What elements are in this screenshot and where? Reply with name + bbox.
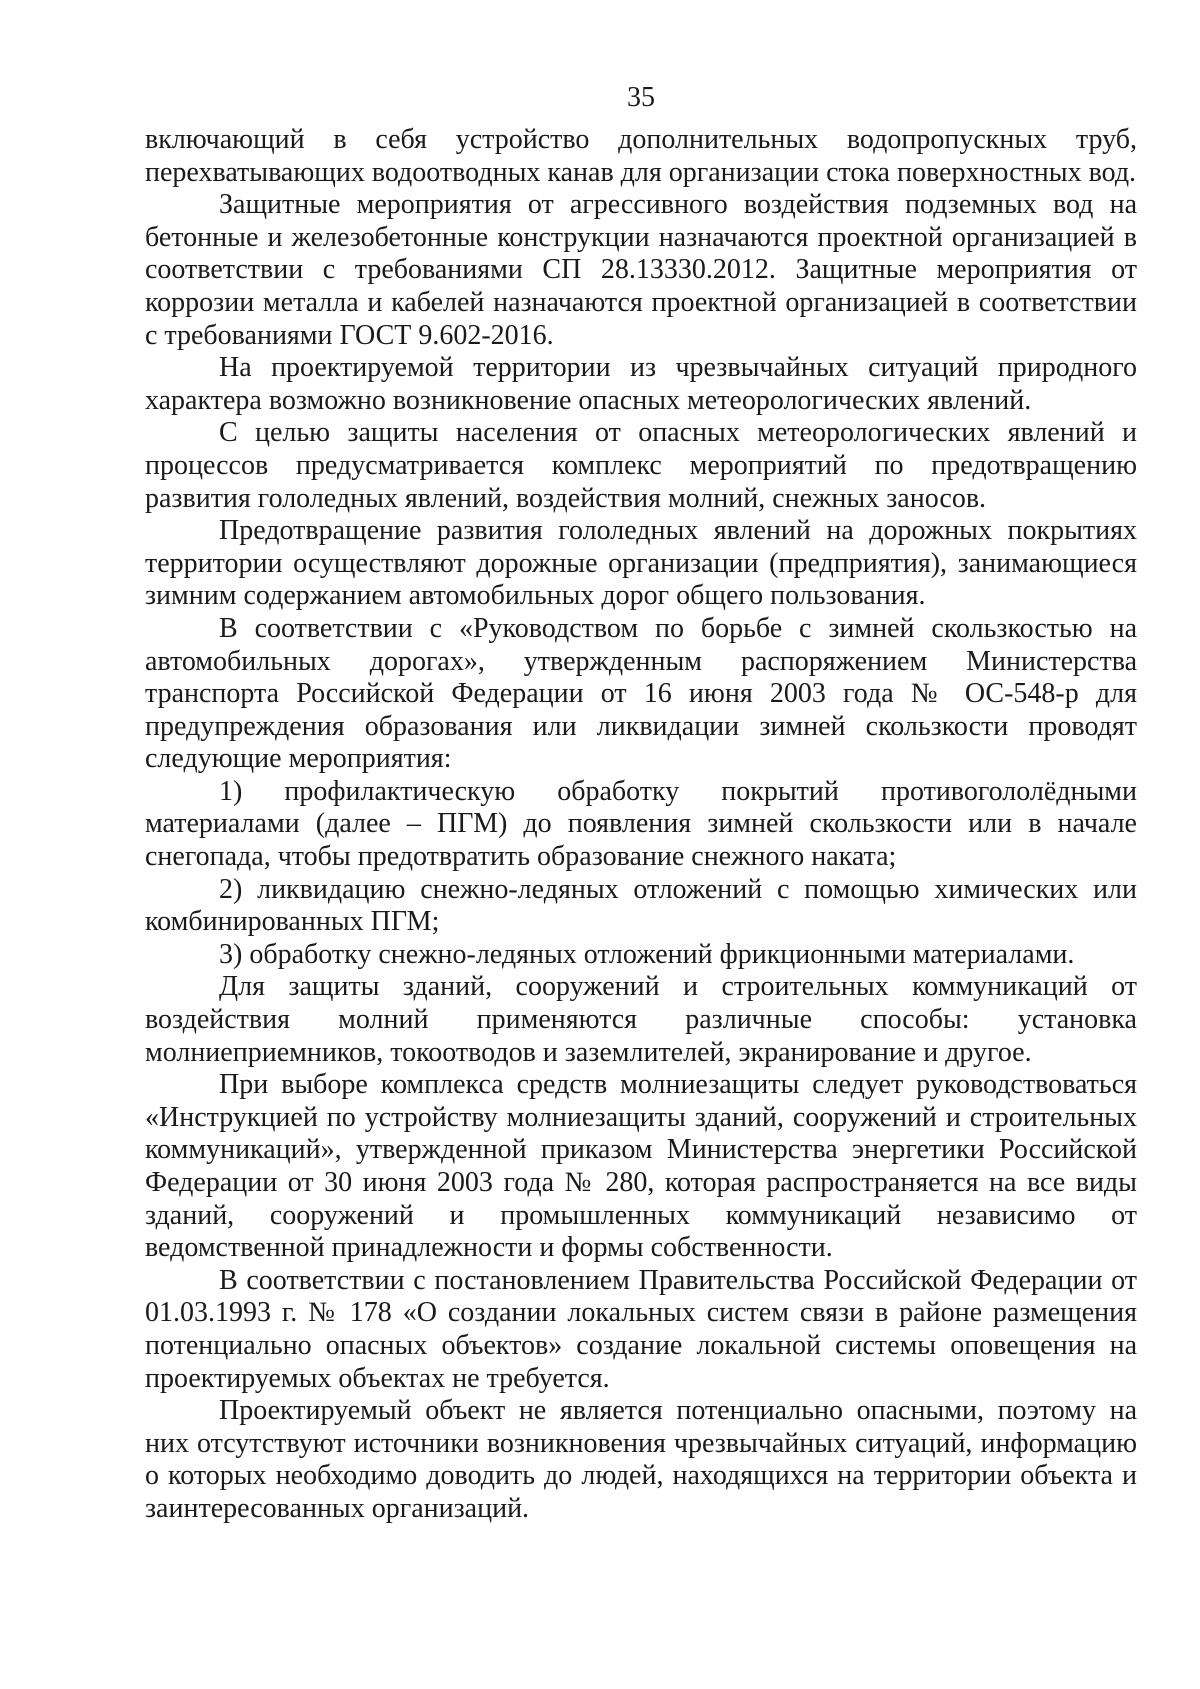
paragraph-lightning-instruction: При выборе комплекса средств молниезащиты следует руководствоваться «Инструкцией по устройству молниезащиты зданий, сооружений и строительных коммуникаций», утвержденной приказом Министерства энергетики Российской Федерации от 30 июня 2003 года № 280, которая распространяется на все виды зданий, сооружений и промышленных коммуникаций независимо от ведомственной принадлежности и формы собственности. [145, 1069, 1137, 1264]
list-item-3: 3) обработку снежно-ледяных отложений фрикционными материалами. [219, 938, 1075, 970]
list-item-2: 2) ликвидацию снежно-ледяных отложений с помощью химических или комбинированных ПГМ; [145, 873, 1137, 938]
paragraph-winter-slipperiness-guide: В соответствии с «Руководством по борьбе с зимней скользкостью на автомобильных дорогах», утвержденным распоряжением Министерства транспорта Российской Федерации от 16 июня 2003 года № ОС-548-р для предупреждения образования или ликвидации зимней скользкости проводят следующие мероприятия: [145, 612, 1137, 775]
paragraph-continuation: включающий в себя устройство дополнительных водопропускных труб, перехватывающих водоотводных канав для организации стока поверхностных вод. [145, 124, 1137, 188]
paragraph-lightning-protection: Для защиты зданий, сооружений и строительных коммуникаций от воздействия молний применяются различные способы: установка молниеприемников, токоотводов и заземлителей, экранирование и другое. [145, 971, 1137, 1068]
list-item-1: 1) профилактическую обработку покрытий противогололёдными материалами (далее – ПГМ) до появления зимней скользкости или в начале снегопада, чтобы предотвратить образование снежного наката; [145, 775, 1137, 873]
paragraph-protective-measures: Защитные мероприятия от агрессивного воздействия подземных вод на бетонные и железобетонные конструкции назначаются проектной организацией в соответствии с требованиями СП 28.13330.2012. Защитные мероприятия от коррозии металла и кабелей назначаются проектной организацией в соответствии с требованиями ГОСТ 9.602-2016. [145, 189, 1137, 351]
paragraph-natural-hazards: На проектируемой территории из чрезвычайных ситуаций природного характера возможно возникновение опасных метеорологических явлений. [145, 352, 1137, 416]
paragraph-warning-system: В соответствии с постановлением Правительства Российской Федерации от 01.03.1993 г. № 178 «О создании локальных систем связи в районе размещения потенциально опасных объектов» создание локальной системы оповещения на проектируемых объектах не требуется. [145, 1264, 1137, 1394]
document-page [145, 82, 1137, 1526]
paragraph-ice-prevention: Предотвращение развития гололедных явлений на дорожных покрытиях территории осуществляют дорожные организации (предприятия), занимающиеся зимним содержанием автомобильных дорог общего пользования. [145, 515, 1137, 612]
paragraph-hazard-object: Проектируемый объект не является потенциально опасными, поэтому на них отсутствуют источники возникновения чрезвычайных ситуаций, информацию о которых необходимо доводить до людей, находящихся на территории объекта и заинтересованных организаций. [145, 1395, 1137, 1524]
paragraph-population-protection: С целью защиты населения от опасных метеорологических явлений и процессов предусматривается комплекс мероприятий по предотвращению развития гололедных явлений, воздействия молний, снежных заносов. [145, 417, 1137, 514]
page-number: 35 [627, 82, 655, 113]
